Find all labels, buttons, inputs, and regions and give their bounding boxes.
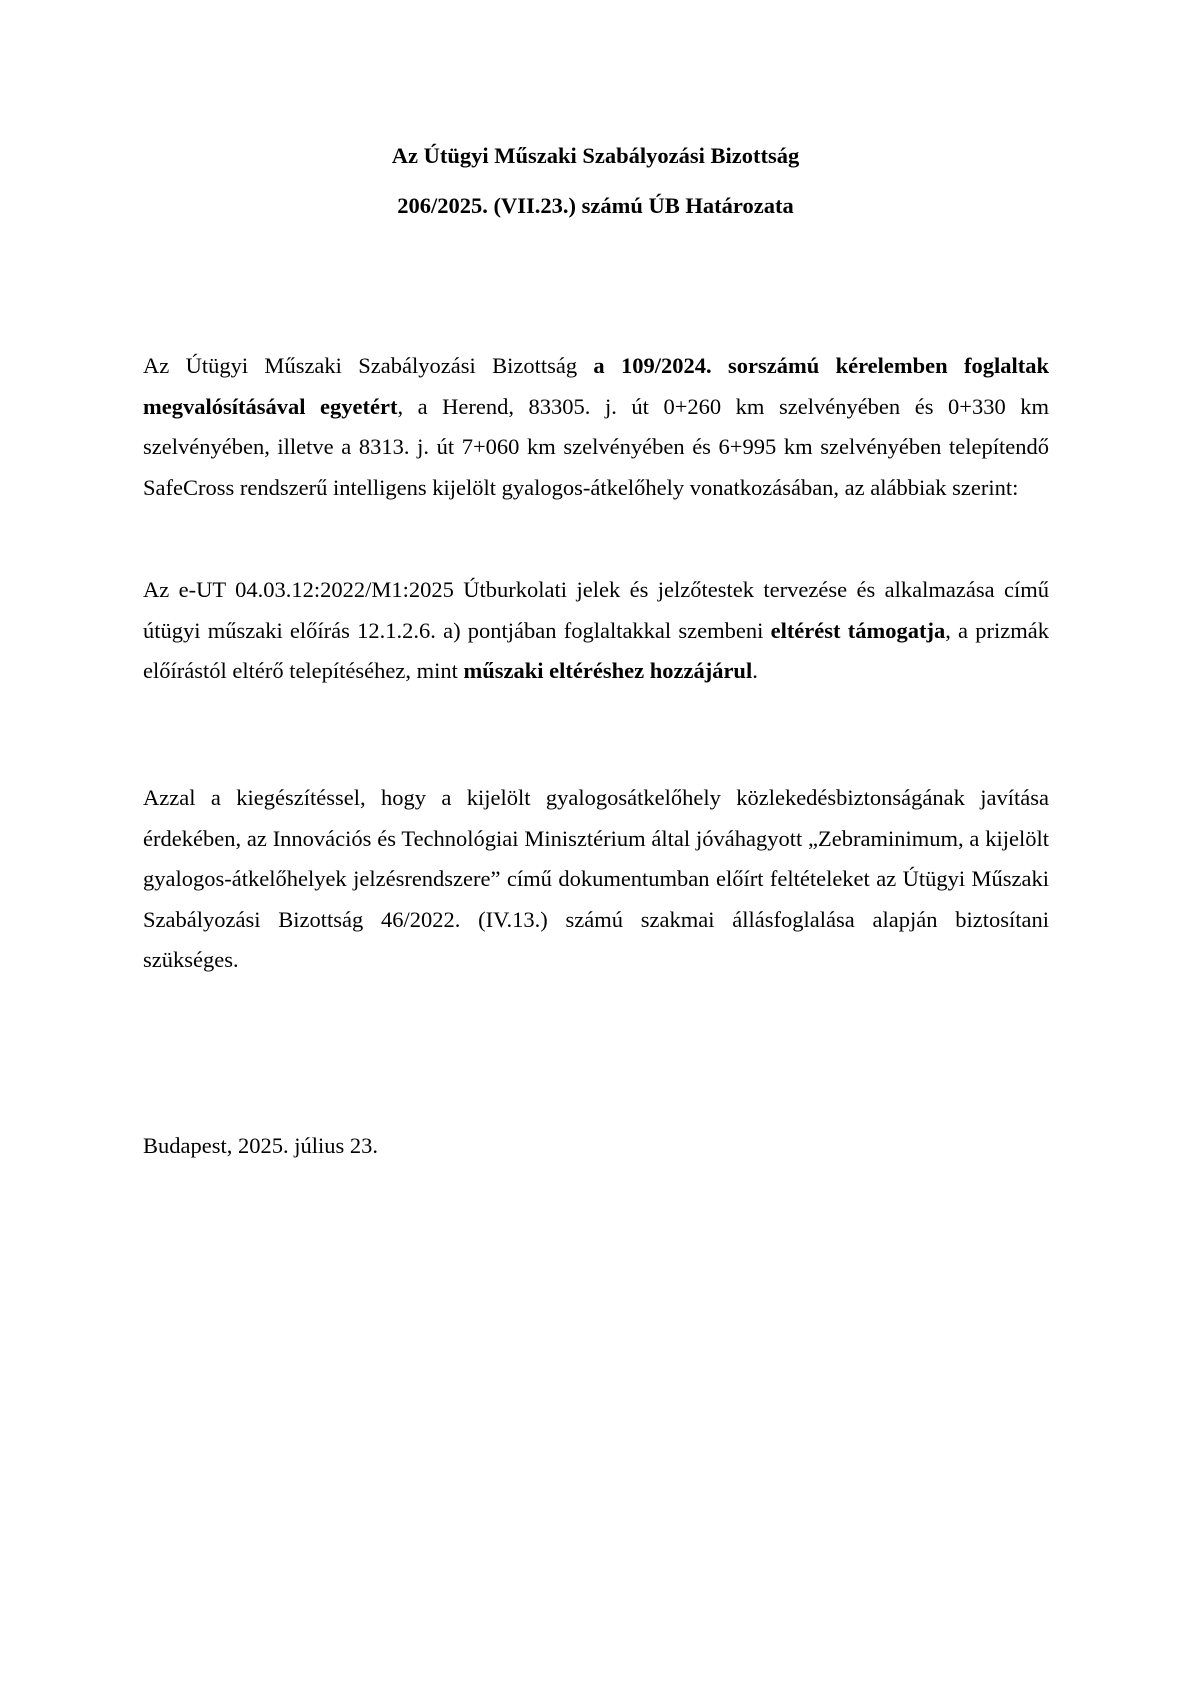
paragraph-decision bbox=[143, 346, 1049, 508]
paragraph-segment: Az Útügyi Műszaki Szabályozási Bizottság bbox=[143, 353, 594, 378]
paragraph-supplement bbox=[143, 778, 1049, 981]
paragraph-segment: Az e-UT 04.03.12:2022/M1:2025 Útburkolati jelek és jelzőtestek tervezése és alkalmazása című útügyi műszaki előírás 12.1.2.6. a) pontjában foglaltakkal szembeni bbox=[143, 577, 1049, 643]
paragraph-segment-bold: műszaki eltéréshez hozzájárul bbox=[463, 658, 753, 683]
paragraph-segment-bold: eltérést támogatja bbox=[770, 617, 946, 643]
place-and-date: Budapest, 2025. július 23. bbox=[143, 1133, 378, 1158]
paragraph-segment: . bbox=[752, 658, 758, 683]
paragraph-deviation bbox=[143, 570, 1049, 692]
document-title-line-1: Az Útügyi Műszaki Szabályozási Bizottság bbox=[391, 143, 800, 168]
paragraph-segment: , a Herend, 83305. j. út 0+260 km szelvényében és 0+330 km szelvényében, illetve a 8313. j. út 7+060 km szelvényében és 6+995 km szelvényében telepítendő SafeCross rendszerű intelligens kijelölt gyalogos-átkelőhely vonatkozásában, az alábbiak szerint: bbox=[143, 393, 1049, 500]
paragraph-segment: , a prizmák előírástól eltérő telepítéséhez, mint bbox=[143, 617, 1049, 683]
paragraph-segment: Azzal a kiegészítéssel, hogy a kijelölt gyalogosátkelőhely közlekedésbiztonságának javítása érdekében, az Innovációs és Technológiai Minisztérium által jóváhagyott „Zebraminimum, a kijelölt gyalogos-átkelőhelyek jelzésrendszere” című dokumentumban előírt feltételeket az Útügyi Műszaki Szabályozási Bizottság 46/2022. (IV.13.) számú szakmai állásfoglalása alapján biztosítani szükséges. bbox=[143, 785, 1049, 972]
document-title-line-2: 206/2025. (VII.23.) számú ÚB Határozata bbox=[397, 193, 794, 218]
paragraph-segment-bold: a 109/2024. sorszámú kérelemben foglaltak megvalósításával egyetért bbox=[143, 353, 1049, 419]
